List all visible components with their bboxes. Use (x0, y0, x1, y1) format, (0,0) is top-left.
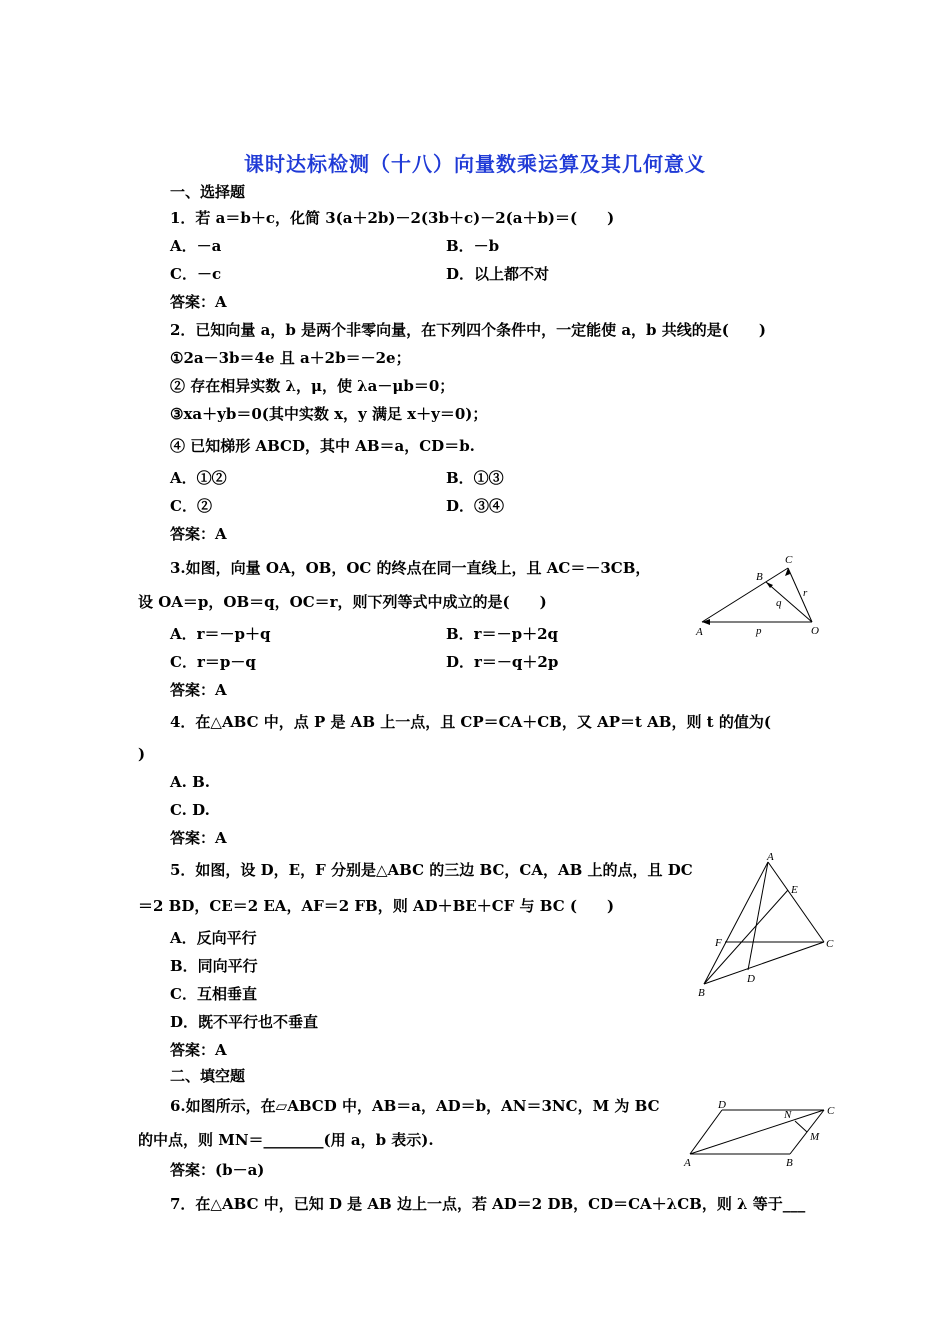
q3-option-c: C．r＝p－q (170, 653, 256, 671)
q4-options-cd: C. D. (170, 801, 210, 819)
q3-figure (690, 552, 830, 644)
q2-option-c: C．② (170, 497, 212, 515)
q4-stem-line2: ) (138, 745, 146, 763)
q5-stem-line1: 5．如图，设 D，E，F 分别是△ABC 的三边 BC，CA，AB 上的点，且 DC (170, 861, 693, 879)
q6-segment-mn (795, 1121, 807, 1132)
q1-answer: 答案：A (170, 293, 227, 311)
q5-answer: 答案：A (170, 1041, 227, 1059)
q3-label-a: A (696, 626, 703, 638)
q6-label-d: D (718, 1099, 726, 1111)
q1-option-d: D．以上都不对 (446, 265, 550, 283)
q3-stem-line1: 3.如图，向量 OA，OB，OC 的终点在同一直线上，且 AC＝－3CB， (170, 559, 651, 577)
q6-label-m: M (810, 1131, 820, 1143)
q6-label-n: N (784, 1109, 792, 1121)
q7-stem: 7．在△ABC 中，已知 D 是 AB 边上一点，若 AD＝2 DB，CD＝CA＋λCB，则 λ 等于___ (170, 1195, 806, 1213)
q3-segment-ac (702, 568, 788, 622)
q4-options-ab: A. B. (170, 773, 210, 791)
q3-option-a: A．r＝－p＋q (170, 625, 271, 643)
q1-option-b: B．－b (446, 237, 500, 255)
q2-condition-3: ③xa＋yb＝0(其中实数 x，y 满足 x＋y＝0)； (170, 405, 488, 423)
q6-answer: 答案：(b－a) (170, 1161, 265, 1179)
q3-vector-oc (788, 568, 812, 622)
q3-label-o: O (811, 625, 819, 637)
q5-side-ac (768, 862, 824, 942)
q6-stem-line1: 6.如图所示，在▱ABCD 中，AB＝a，AD＝b，AN＝3NC，M 为 BC (170, 1097, 660, 1115)
q3-answer: 答案：A (170, 681, 227, 699)
q2-condition-1: ①2a－3b＝4e 且 a＋2b＝－2e； (170, 349, 411, 367)
q2-condition-4: ④ 已知梯形 ABCD，其中 AB＝a，CD＝b. (170, 437, 475, 455)
q2-option-d: D．③④ (446, 497, 505, 515)
q6-diagonal-ac (690, 1110, 824, 1154)
section-choice-heading: 一、选择题 (170, 183, 246, 201)
q6-label-b: B (786, 1157, 793, 1169)
q3-option-b: B．r＝－p＋2q (446, 625, 558, 643)
q6-figure (682, 1098, 842, 1170)
q5-label-b: B (698, 987, 705, 999)
q5-option-b: B．同向平行 (170, 957, 258, 975)
q1-option-c: C．－c (170, 265, 222, 283)
q5-option-c: C．互相垂直 (170, 985, 257, 1003)
q5-figure (690, 850, 840, 1000)
q5-label-c: C (826, 938, 834, 950)
q3-stem-line2: 设 OA＝p，OB＝q，OC＝r，则下列等式中成立的是( ) (138, 593, 547, 611)
q5-option-a: A．反向平行 (170, 929, 257, 947)
q6-side-ad (690, 1110, 722, 1154)
q6-label-c: C (827, 1105, 835, 1117)
q4-stem-line1: 4．在△ABC 中，点 P 是 AB 上一点，且 CP＝CA＋CB，又 AP＝t AB，则 t 的值为( (170, 713, 771, 731)
section-fill-heading: 二、填空题 (170, 1067, 246, 1085)
q2-answer: 答案：A (170, 525, 227, 543)
q2-condition-2: ② 存在相异实数 λ，μ，使 λa－μb＝0； (170, 377, 455, 395)
q3-label-c: C (785, 554, 793, 566)
q2-option-b: B．①③ (446, 469, 504, 487)
q4-answer: 答案：A (170, 829, 227, 847)
q1-option-a: A．－a (170, 237, 222, 255)
q6-stem-line2: 的中点，则 MN＝________(用 a，b 表示). (138, 1131, 434, 1149)
q5-label-d: D (747, 973, 755, 985)
q3-label-q: q (776, 597, 782, 609)
q3-label-b: B (756, 571, 763, 583)
q3-label-p: p (756, 625, 762, 637)
q5-label-e: E (791, 884, 798, 896)
page-title: 课时达标检测（十八）向量数乘运算及其几何意义 (244, 152, 706, 176)
q1-stem: 1．若 a＝b＋c，化简 3(a＋2b)－2(3b＋c)－2(a＋b)＝( ) (170, 209, 615, 227)
q5-side-bc (704, 942, 824, 984)
q2-option-a: A．①② (170, 469, 227, 487)
q2-stem: 2．已知向量 a，b 是两个非零向量，在下列四个条件中，一定能使 a，b 共线的是( ) (170, 321, 766, 339)
q5-label-f: F (715, 937, 722, 949)
q3-label-r: r (803, 587, 808, 599)
q5-option-d: D．既不平行也不垂直 (170, 1013, 319, 1031)
q5-stem-line2: ＝2 BD，CE＝2 EA，AF＝2 FB，则 AD＋BE＋CF 与 BC ( ) (138, 897, 615, 915)
q6-label-a: A (684, 1157, 691, 1169)
q3-option-d: D．r＝－q＋2p (446, 653, 559, 671)
q5-label-a: A (767, 851, 774, 863)
